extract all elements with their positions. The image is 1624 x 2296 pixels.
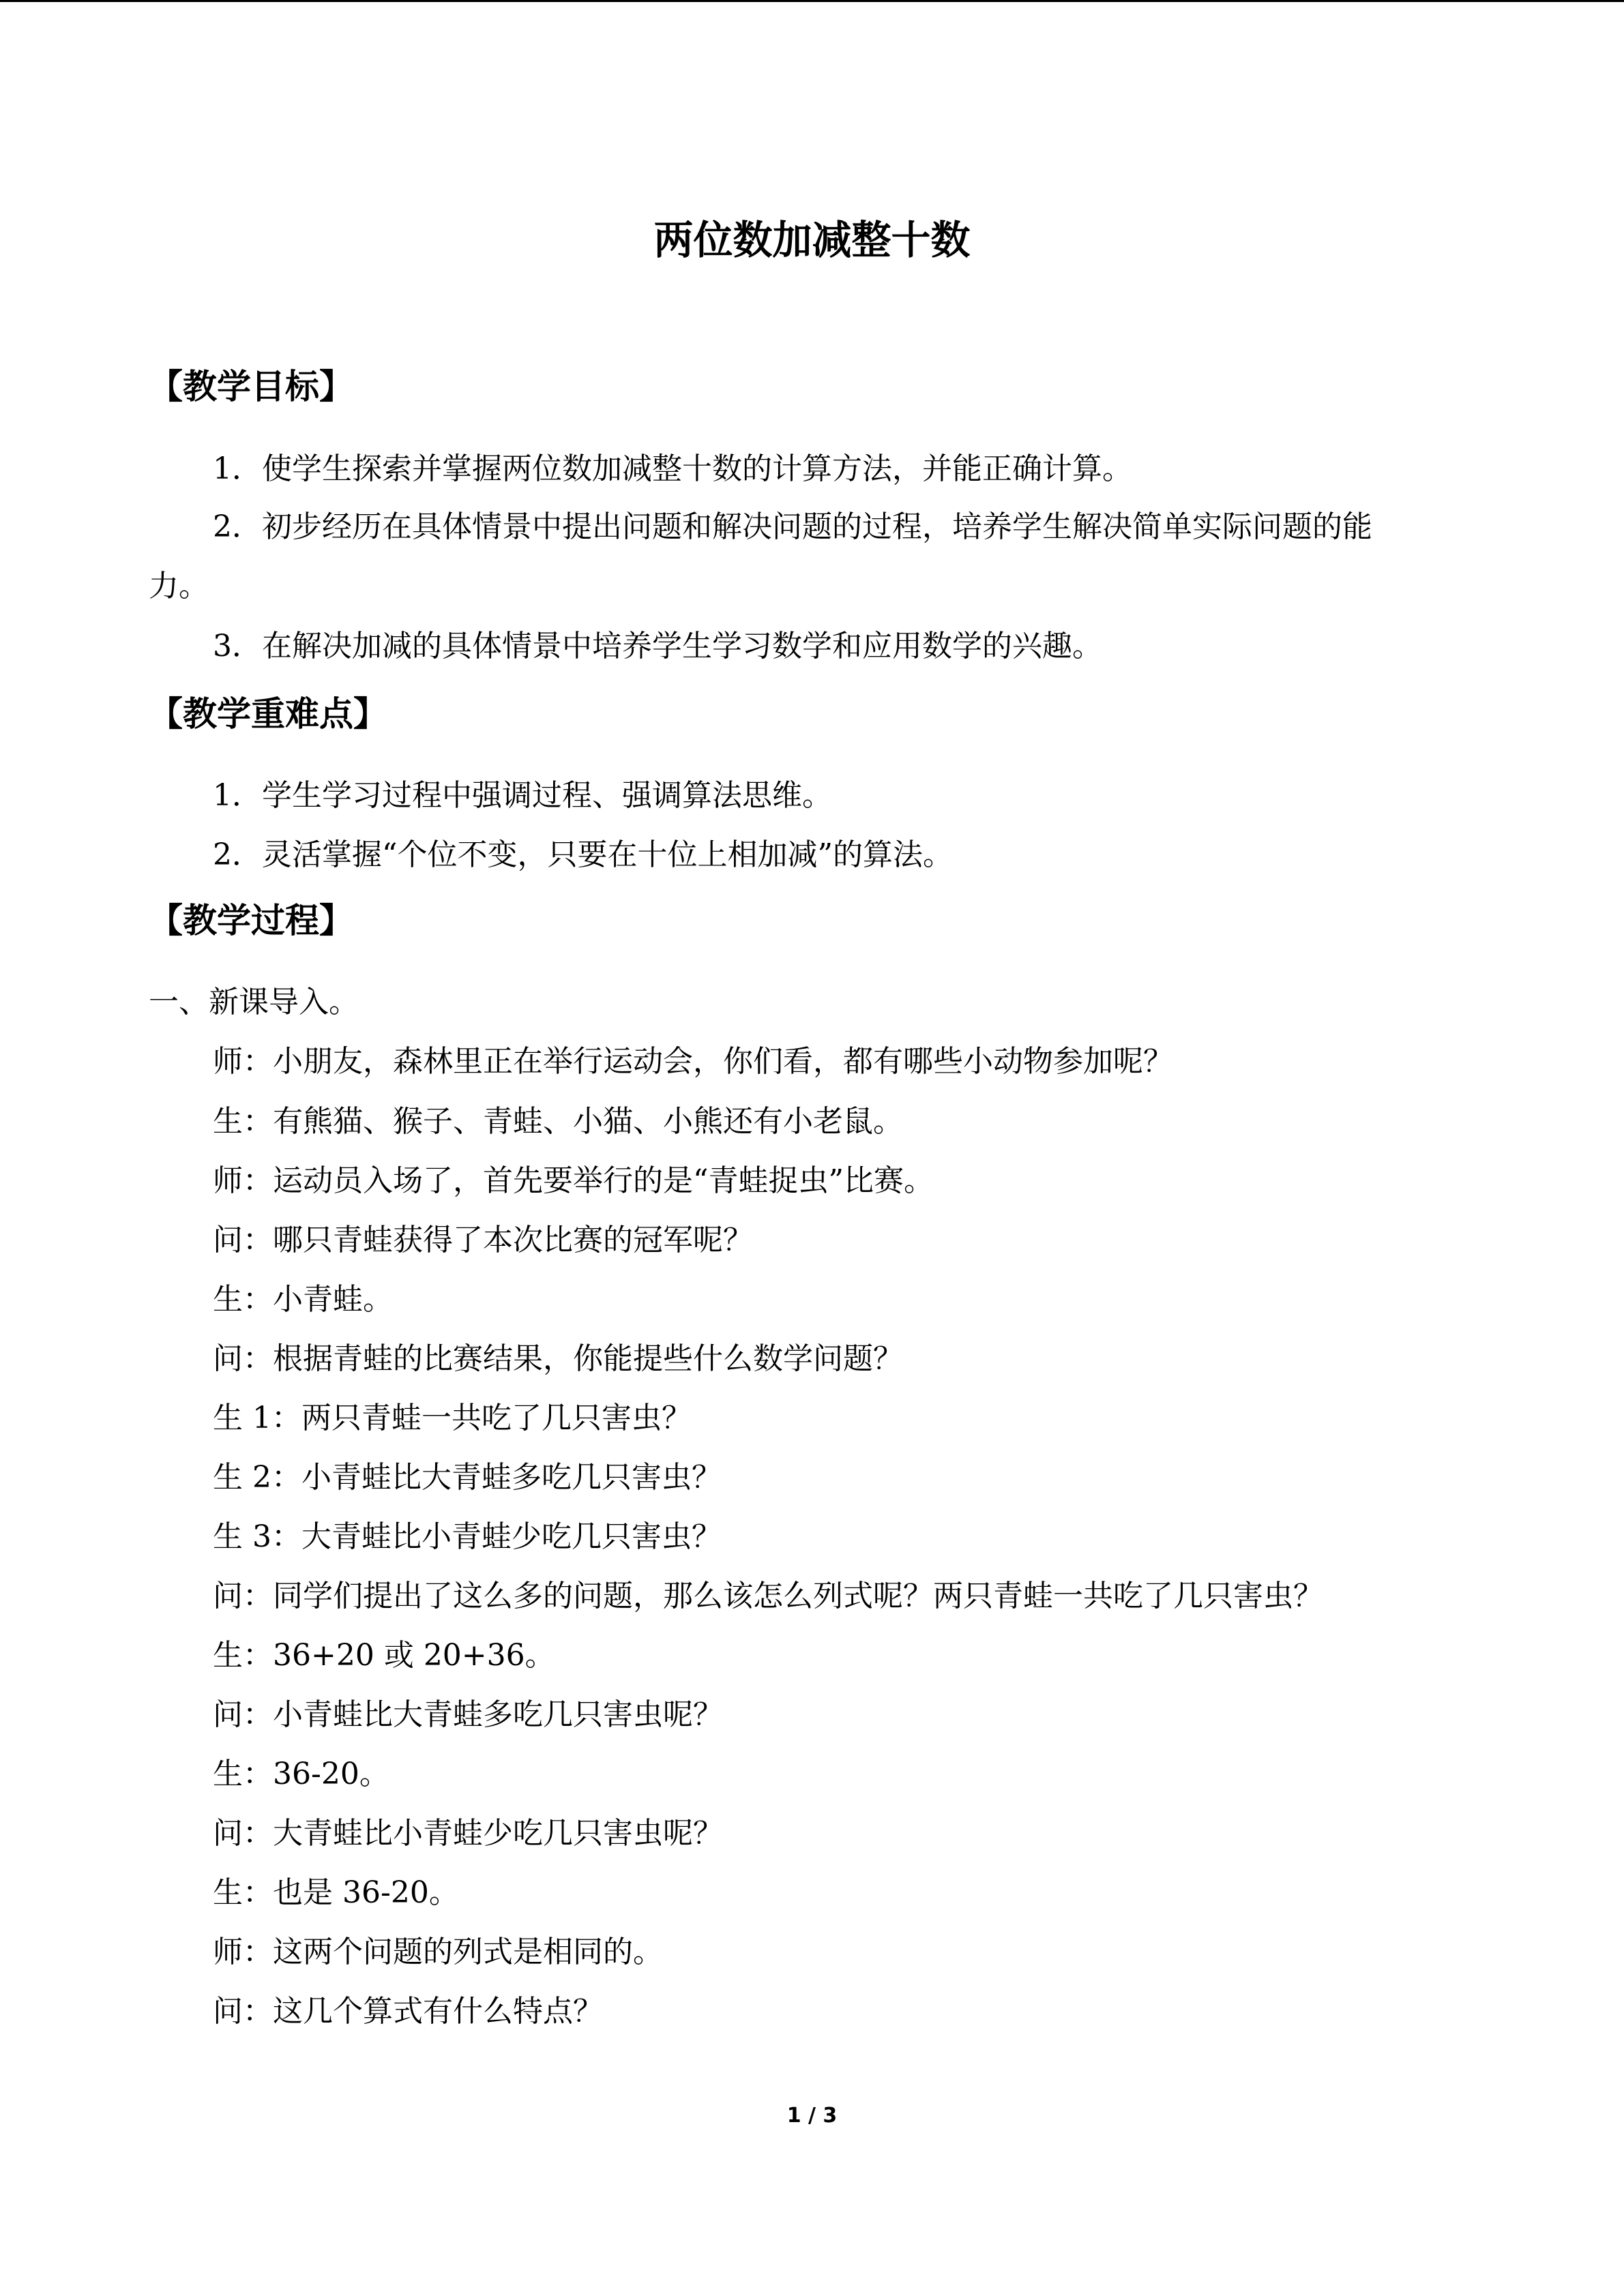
page-title: 两位数加减整十数 (653, 217, 971, 263)
process-line: 问：这几个算式有什么特点？ (213, 1994, 603, 2029)
page-number: 1 / 3 (786, 2104, 838, 2128)
keypoint-2: 2．灵活掌握“个位不变，只要在十位上相加减”的算法。 (213, 837, 953, 872)
process-heading: 【教学过程】 (149, 900, 353, 940)
process-line: 生：也是 36-20。 (213, 1875, 459, 1910)
objective-3: 3．在解决加减的具体情景中培养学生学习数学和应用数学的兴趣。 (213, 629, 1102, 664)
process-line: 生：小青蛙。 (213, 1282, 393, 1317)
process-line: 问：哪只青蛙获得了本次比赛的冠军呢？ (213, 1223, 753, 1257)
objective-2-continuation: 力。 (149, 569, 209, 603)
process-line: 师：运动员入场了，首先要举行的是“青蛙捉虫”比赛。 (213, 1163, 934, 1198)
process-line: 问：同学们提出了这么多的问题，那么该怎么列式呢？两只青蛙一共吃了几只害虫？ (213, 1579, 1323, 1613)
process-line: 生：36-20。 (213, 1757, 389, 1791)
objective-2: 2．初步经历在具体情景中提出问题和解决问题的过程，培养学生解决简单实际问题的能 (213, 509, 1372, 544)
process-line: 生：36+20 或 20+36。 (213, 1638, 555, 1673)
objectives-heading: 【教学目标】 (149, 366, 353, 406)
keypoints-heading: 【教学重难点】 (149, 694, 387, 734)
process-line: 生 2：小青蛙比大青蛙多吃几只害虫？ (213, 1460, 722, 1495)
process-line: 问：小青蛙比大青蛙多吃几只害虫呢？ (213, 1697, 723, 1732)
process-line: 师：这两个问题的列式是相同的。 (213, 1935, 663, 1969)
process-line: 生 1：两只青蛙一共吃了几只害虫？ (213, 1401, 692, 1435)
process-line: 生 3：大青蛙比小青蛙少吃几只害虫？ (213, 1519, 722, 1554)
top-border-line (0, 0, 1624, 2)
process-line: 师：小朋友，森林里正在举行运动会，你们看，都有哪些小动物参加呢？ (213, 1044, 1173, 1079)
process-line: 问：大青蛙比小青蛙少吃几只害虫呢？ (213, 1816, 723, 1851)
keypoint-1: 1．学生学习过程中强调过程、强调算法思维。 (213, 778, 832, 813)
objective-1: 1．使学生探索并掌握两位数加减整十数的计算方法，并能正确计算。 (213, 451, 1132, 486)
process-line: 一、新课导入。 (149, 985, 359, 1019)
process-line: 生：有熊猫、猴子、青蛙、小猫、小熊还有小老鼠。 (213, 1104, 903, 1139)
process-line: 问：根据青蛙的比赛结果，你能提些什么数学问题？ (213, 1341, 903, 1376)
